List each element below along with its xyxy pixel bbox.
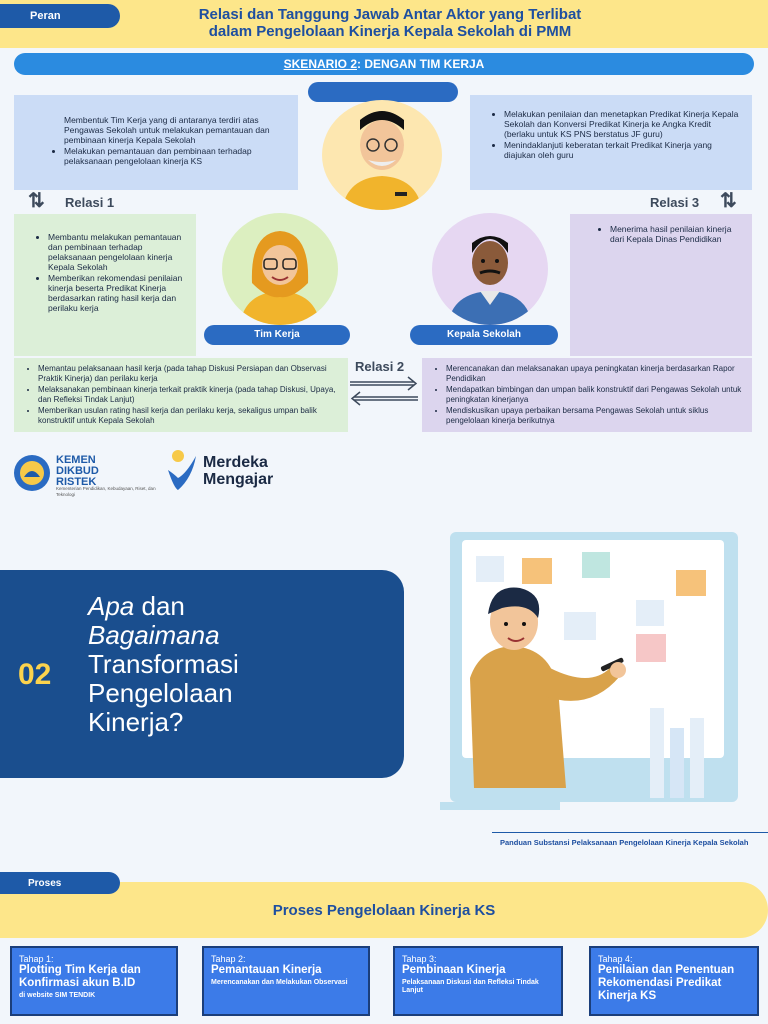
relasi-1-arrows-icon: ⇅ <box>28 190 45 212</box>
kepala-sekolah-receive-box: • Menerima hasil penilaian kinerja dari Kepala Dinas Pendidikan <box>570 214 752 356</box>
kadis-duties-box: Membentuk Tim Kerja yang di antaranya terdiri atas Pengawas Sekolah untuk melakukan pemantauan dan pembinaan kinerja Kepala Sekolah • Melakukan pemantauan dan pembinaan terhadap pelaksanaan pengelolaan kinerja KS <box>14 95 298 190</box>
merdeka-mengajar-wordmark: Merdeka Mengajar <box>203 454 274 488</box>
proses-title: Proses Pengelolaan Kinerja KS <box>272 902 496 919</box>
peran-tag: Peran <box>0 4 120 28</box>
kepala-sekolah-tasks-box: • Merencanakan dan melaksanakan upaya peningkatan kinerja berdasarkan Rapor Pendidikan • Mendapatkan bimbingan dan umpan balik konstruktif dari Pengawas Sekolah untuk peningkatan kinerjanya • Mendiskusikan upaya perbaikan bersama Pengawas Sekolah untuk siklus pengelolaan kinerja berikutnya <box>422 358 752 432</box>
tim-kerja-duties-box: • Membantu melakukan pemantauan dan pembinaan terhadap pelaksanaan pengelolaan kinerja Kepala Sekolah • Memberikan rekomendasi penilaian kinerja beserta Predikat Kinerja berdasarkan rating hasil kerja dan perilaku kerja <box>14 214 196 356</box>
relasi-1-label: Relasi 1 <box>65 195 115 210</box>
kadis-right-duties-box: • Melakukan penilaian dan menetapkan Predikat Kinerja Kepala Sekolah dan Konversi Predikat Kinerja ke Angka Kredit (berlaku untuk KS PNS berstatus JF guru) • Menindaklanjuti keberatan terkait Predikat Kinerja yang diajukan oleh guru <box>470 95 752 190</box>
tim-kerja-label: Tim Kerja <box>204 325 350 345</box>
section-number: 02 <box>18 658 52 691</box>
merdeka-mengajar-logo-icon <box>164 448 200 492</box>
teacher-whiteboard-illustration <box>440 528 740 818</box>
footer-divider <box>492 832 768 833</box>
tim-kerja-tasks-box: • Memantau pelaksanaan hasil kerja (pada tahap Diskusi Persiapan dan Observasi Praktik Kinerja) dan perilaku kerja • Melaksanakan pembinaan kinerja terkait praktik kinerja (pada tahap Diskusi, Upaya, dan Refleksi Tindak Lanjut) • Memberikan usulan rating hasil kerja dan perilaku kerja, sekaligus umpan balik konstruktif untuk Kepala Sekolah <box>14 358 348 432</box>
stage-card-2: Tahap 2: Pemantauan Kinerja Merencanakan dan Melakukan Observasi <box>202 946 370 1016</box>
stage-card-4: Tahap 4: Penilaian dan Penentuan Rekomendasi Predikat Kinerja KS <box>589 946 759 1016</box>
footer-note: Panduan Substansi Pelaksanaan Pengelolaan Kinerja Kepala Sekolah <box>500 838 749 847</box>
kemendikbud-fullname: Kementerian Pendidikan, Kebudayaan, Riset, dan Teknologi <box>56 486 156 497</box>
skenario-banner: SKENARIO 2: DENGAN TIM KERJA <box>14 53 754 75</box>
page-title: Relasi dan Tanggung Jawab Antar Aktor yang Terlibat dalam Pengelolaan Kinerja Kepala Sekolah di PMM <box>198 6 582 40</box>
relasi-2-arrows-icon <box>348 374 420 408</box>
relasi-2-label: Relasi 2 <box>355 359 405 374</box>
stage-card-1: Tahap 1: Plotting Tim Kerja dan Konfirmasi akun B.ID di website SIM TENDIK <box>10 946 178 1016</box>
tim-kerja-avatar <box>222 213 338 325</box>
relasi-3-label: Relasi 3 <box>650 195 700 210</box>
kepala-sekolah-label: Kepala Sekolah <box>410 325 558 345</box>
proses-tag: Proses <box>0 872 120 894</box>
stage-card-3: Tahap 3: Pembinaan Kinerja Pelaksanaan Diskusi dan Refleksi Tindak Lanjut <box>393 946 563 1016</box>
kepala-dinas-avatar <box>322 100 442 210</box>
tut-wuri-logo-icon <box>12 453 52 493</box>
relasi-3-arrows-icon: ⇅ <box>720 190 737 212</box>
kadis-label-pill <box>308 82 458 102</box>
section-title: Apa dan Bagaimana Transformasi Pengelolaan Kinerja? <box>88 591 239 737</box>
kepala-sekolah-avatar <box>432 213 548 325</box>
kemendikbud-wordmark: KEMEN DIKBUD RISTEK <box>56 454 99 488</box>
